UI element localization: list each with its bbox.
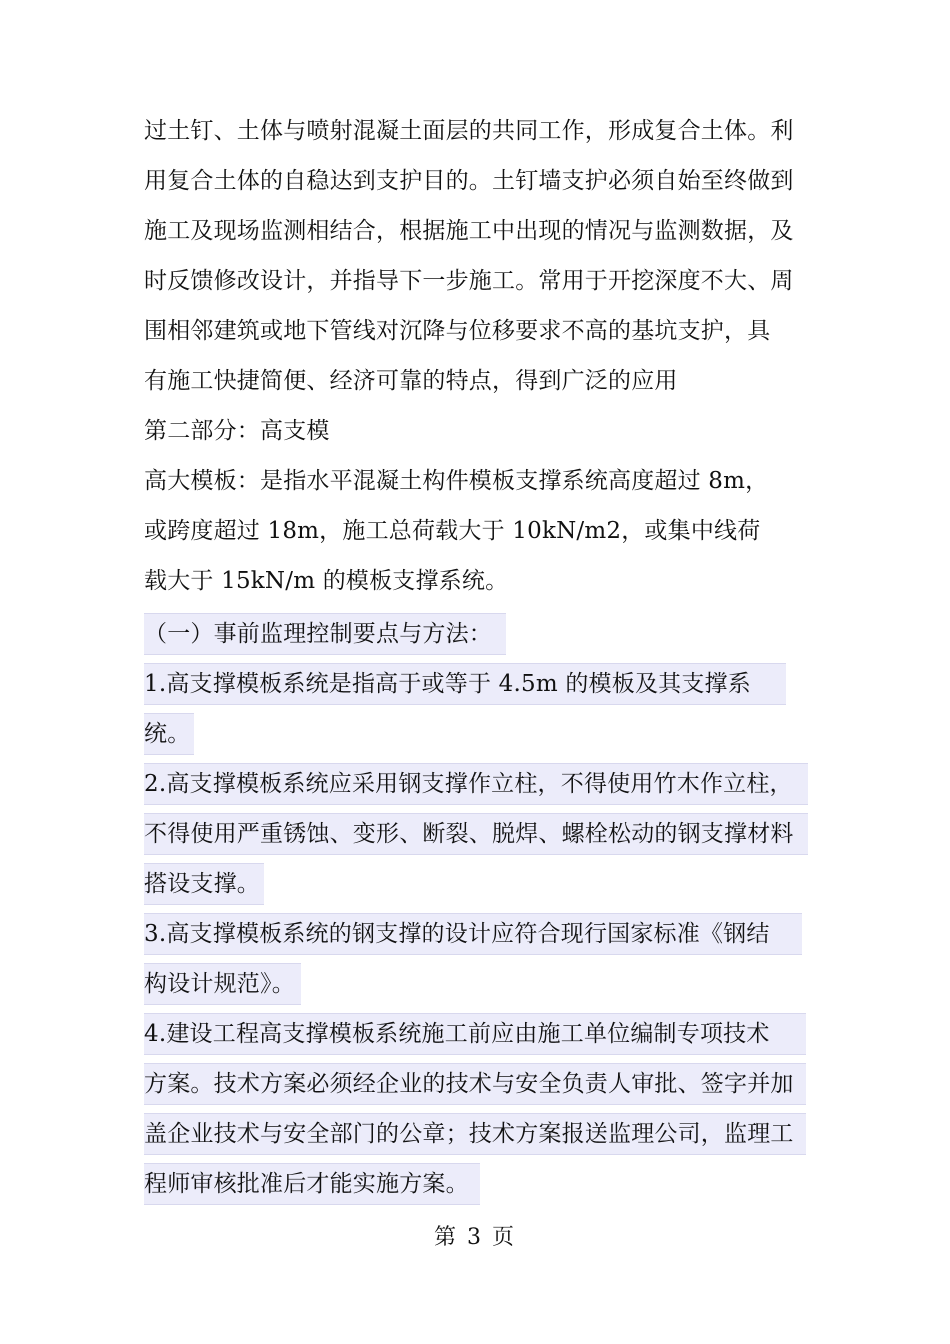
paragraph-line: 或跨度超过 18m，施工总荷载大于 10kN/m2，或集中线荷 xyxy=(144,518,761,544)
paragraph-line: 围相邻建筑或地下管线对沉降与位移要求不高的基坑支护，具 xyxy=(144,318,771,344)
list-item-line: 不得使用严重锈蚀、变形、断裂、脱焊、螺栓松动的钢支撑材料 xyxy=(144,813,808,855)
paragraph-line: 高大模板：是指水平混凝土构件模板支撑系统高度超过 8m， xyxy=(144,468,769,494)
paragraph-line: 有施工快捷简便、经济可靠的特点，得到广泛的应用 xyxy=(144,368,678,394)
list-item-line: 2.高支撑模板系统应采用钢支撑作立柱，不得使用竹木作立柱， xyxy=(144,763,808,805)
list-item-line: 1.高支撑模板系统是指高于或等于 4.5m 的模板及其支撑系 xyxy=(144,663,786,705)
list-item-line: 统。 xyxy=(144,713,194,755)
list-item-line: 构设计规范》。 xyxy=(144,963,301,1005)
list-item-line: 程师审核批准后才能实施方案。 xyxy=(144,1163,480,1205)
list-item-line: 4.建设工程高支撑模板系统施工前应由施工单位编制专项技术 xyxy=(144,1013,806,1055)
paragraph-line: 过土钉、土体与喷射混凝土面层的共同工作，形成复合土体。利 xyxy=(144,118,794,144)
list-item-line: 方案。技术方案必须经企业的技术与安全负责人审批、签字并加 xyxy=(144,1063,806,1105)
paragraph-line: 用复合土体的自稳达到支护目的。土钉墙支护必须自始至终做到 xyxy=(144,168,794,194)
section-heading: 第二部分：高支模 xyxy=(144,418,330,444)
paragraph-line: 施工及现场监测相结合，根据施工中出现的情况与监测数据，及 xyxy=(144,218,794,244)
paragraph-line: 时反馈修改设计，并指导下一步施工。常用于开挖深度不大、周 xyxy=(144,268,794,294)
list-item-line: 3.高支撑模板系统的钢支撑的设计应符合现行国家标准《钢结 xyxy=(144,913,802,955)
subsection-heading: （一）事前监理控制要点与方法： xyxy=(144,613,506,655)
page-number: 第 3 页 xyxy=(434,1225,516,1250)
paragraph-line: 载大于 15kN/m 的模板支撑系统。 xyxy=(144,568,509,594)
list-item-line: 盖企业技术与安全部门的公章；技术方案报送监理公司，监理工 xyxy=(144,1113,806,1155)
list-item-line: 搭设支撑。 xyxy=(144,863,264,905)
